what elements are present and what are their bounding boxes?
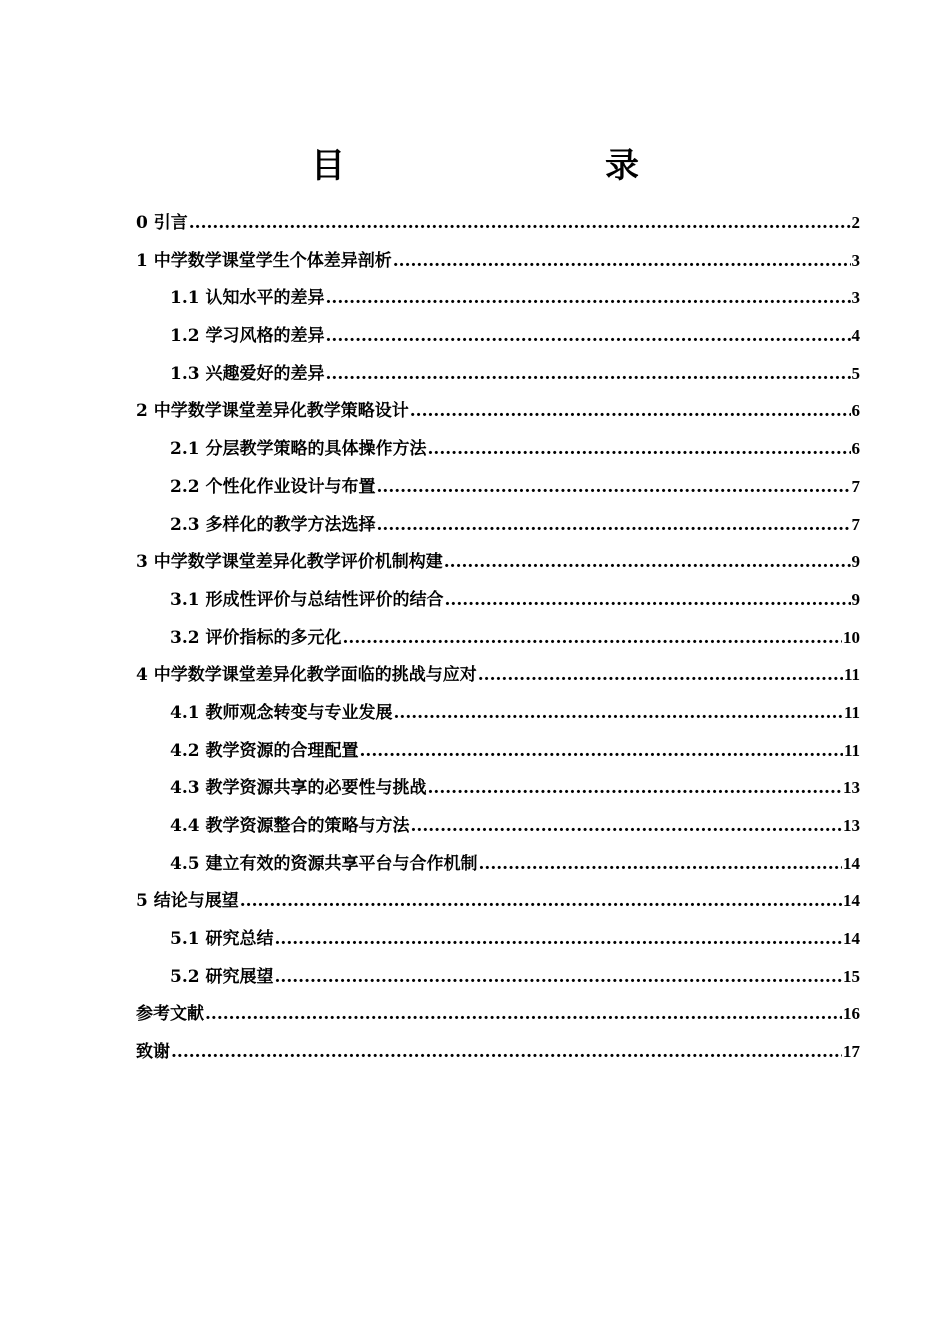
- toc-entry-label: 4.3 教学资源共享的必要性与挑战: [170, 778, 427, 799]
- toc-entry-label: 4.4 教学资源整合的策略与方法: [170, 816, 410, 836]
- toc-entry[interactable]: [136, 279, 860, 317]
- toc-entry-label: 5 结论与展望: [136, 891, 239, 912]
- toc-entry-label: 3.1 形成性评价与总结性评价的结合: [170, 589, 444, 610]
- toc-entry-label: 5.2 研究展望: [170, 966, 274, 987]
- toc-dot-leader: [326, 356, 851, 394]
- toc-dot-leader: [343, 620, 843, 658]
- toc-entry-label: 0 引言: [136, 213, 188, 233]
- toc-page-number: 17: [843, 1042, 860, 1062]
- toc-entry-label: 1.1 认知水平的差异: [170, 288, 325, 309]
- toc-entry[interactable]: [136, 204, 860, 242]
- toc-dot-leader: [240, 883, 842, 921]
- toc-entry-label: 4 中学数学课堂差异化教学面临的挑战与应对: [136, 665, 477, 686]
- toc-dot-leader: [410, 393, 851, 431]
- toc-page-number: 13: [843, 778, 860, 798]
- toc-page-number: 11: [843, 665, 860, 685]
- toc-entry[interactable]: [136, 995, 860, 1033]
- toc-dot-leader: [275, 921, 843, 959]
- toc-entry-label: 3.2 评价指标的多元化: [170, 627, 342, 648]
- toc-entry[interactable]: [136, 958, 860, 996]
- toc-page-number: 7: [851, 514, 860, 534]
- toc-dot-leader: [445, 582, 851, 620]
- toc-page-number: 2: [851, 213, 860, 232]
- toc-dot-leader: [205, 996, 842, 1034]
- toc-entry-label: 4.1 教师观念转变与专业发展: [170, 702, 393, 723]
- toc-entry[interactable]: [136, 845, 860, 883]
- toc-dot-leader: [326, 280, 851, 318]
- toc-entry[interactable]: [136, 1033, 860, 1071]
- toc-entry[interactable]: [136, 242, 860, 280]
- toc-dot-leader: [171, 1034, 842, 1072]
- toc-entry[interactable]: [136, 317, 860, 355]
- toc-dot-leader: [479, 846, 843, 884]
- toc-page-number: 14: [843, 853, 860, 873]
- toc-entry[interactable]: [136, 807, 860, 845]
- toc-page-number: 11: [843, 702, 860, 722]
- toc-dot-leader: [326, 318, 851, 356]
- toc-entry[interactable]: [136, 581, 860, 619]
- toc-page-number: 3: [851, 250, 860, 270]
- toc-dot-leader: [360, 733, 843, 771]
- toc-page-number: 9: [851, 589, 860, 609]
- toc-page-number: 6: [851, 439, 860, 459]
- toc-entry-label: 1.2 学习风格的差异: [170, 326, 325, 347]
- toc-entry[interactable]: [136, 769, 860, 807]
- toc-page-number: 14: [843, 891, 860, 911]
- toc-entry[interactable]: [136, 430, 860, 468]
- toc-entry-label: 4.2 教学资源的合理配置: [170, 740, 359, 761]
- toc-entry[interactable]: [136, 732, 860, 770]
- toc-entry-label: 1.3 兴趣爱好的差异: [170, 363, 325, 384]
- toc-page-number: 10: [843, 627, 860, 647]
- toc-page-number: 13: [843, 816, 860, 835]
- toc-entry[interactable]: [136, 468, 860, 506]
- toc-entry[interactable]: [136, 920, 860, 958]
- toc-entry[interactable]: [136, 392, 860, 430]
- toc-entry[interactable]: [136, 882, 860, 920]
- toc-dot-leader: [377, 469, 851, 507]
- toc-entry[interactable]: [136, 543, 860, 581]
- toc-entry-label: 2.1 分层教学策略的具体操作方法: [170, 439, 427, 460]
- toc-entry-label: 2.3 多样化的教学方法选择: [170, 514, 376, 535]
- toc-entry[interactable]: [136, 619, 860, 657]
- toc-entry[interactable]: [136, 656, 860, 694]
- table-of-contents: [136, 204, 860, 1071]
- toc-page-number: 9: [851, 552, 860, 572]
- toc-entry[interactable]: [136, 355, 860, 393]
- toc-page-number: 4: [851, 326, 860, 346]
- toc-dot-leader: [478, 657, 843, 695]
- toc-dot-leader: [428, 770, 843, 808]
- toc-dot-leader: [394, 695, 843, 733]
- toc-title: 目 录: [311, 146, 703, 186]
- toc-entry-label: 5.1 研究总结: [170, 929, 274, 950]
- toc-page-number: 7: [851, 476, 860, 496]
- toc-dot-leader: [428, 431, 851, 469]
- toc-entry-label: 2 中学数学课堂差异化教学策略设计: [136, 401, 409, 422]
- toc-page-number: 3: [851, 288, 860, 308]
- toc-dot-leader: [444, 544, 851, 582]
- toc-entry-label: 参考文献: [136, 1004, 204, 1025]
- toc-dot-leader: [189, 205, 851, 243]
- toc-page-number: 5: [851, 363, 860, 383]
- toc-dot-leader: [393, 243, 851, 281]
- toc-dot-leader: [377, 507, 851, 545]
- toc-entry[interactable]: [136, 506, 860, 544]
- toc-entry-label: 3 中学数学课堂差异化教学评价机制构建: [136, 552, 443, 573]
- toc-page-number: 15: [843, 966, 860, 986]
- toc-dot-leader: [411, 808, 843, 846]
- toc-dot-leader: [275, 959, 843, 997]
- toc-entry-label: 1 中学数学课堂学生个体差异剖析: [136, 250, 392, 271]
- toc-page-number: 16: [843, 1004, 860, 1024]
- toc-entry-label: 致谢: [136, 1042, 170, 1063]
- toc-entry-label: 4.5 建立有效的资源共享平台与合作机制: [170, 853, 478, 874]
- toc-page-number: 6: [851, 401, 860, 421]
- toc-entry[interactable]: [136, 694, 860, 732]
- toc-page-number: 14: [843, 929, 860, 949]
- toc-entry-label: 2.2 个性化作业设计与布置: [170, 476, 376, 497]
- toc-page-number: 11: [843, 740, 860, 760]
